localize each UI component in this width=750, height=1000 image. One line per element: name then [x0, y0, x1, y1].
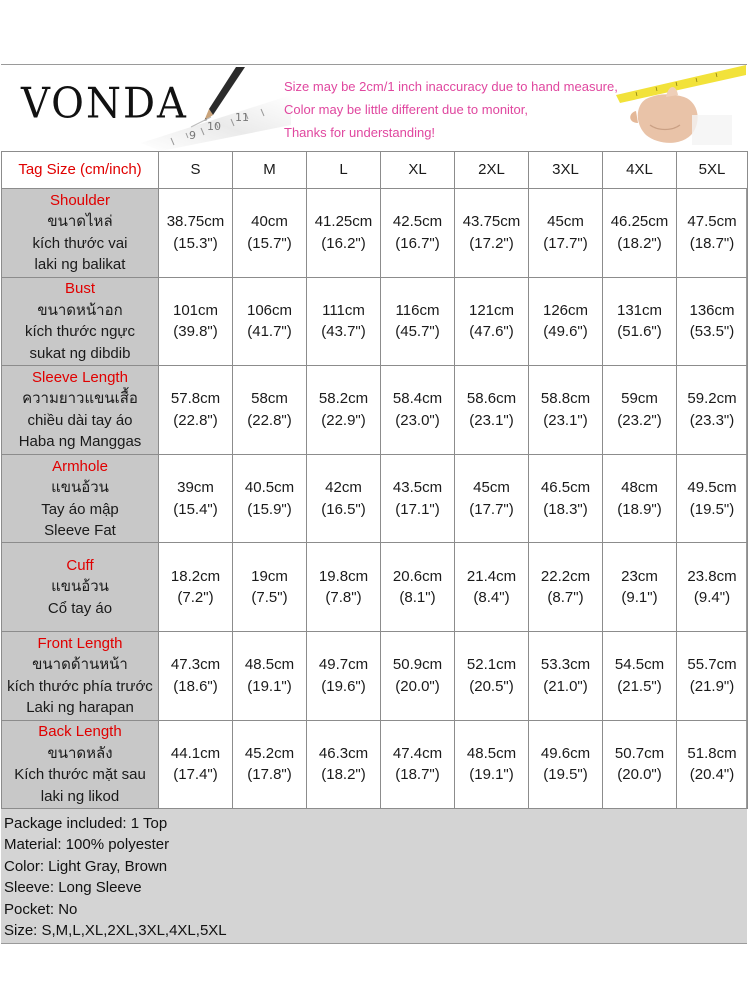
measurement-translation: laki ng likod	[40, 787, 120, 805]
measurement-translation: ขนาดไหล่	[47, 213, 113, 231]
product-info-box	[1, 808, 747, 943]
value-cm: 59cm	[621, 390, 658, 408]
measurement-label	[2, 631, 159, 720]
value-cm: 20.6cm	[392, 567, 443, 585]
measurement-translation: Cổ tay áo	[47, 599, 113, 617]
value-inch: (18.9")	[617, 500, 662, 518]
note-thanks: Thanks for understanding!	[284, 125, 436, 140]
measurement-cell	[233, 543, 307, 632]
measurement-cell	[159, 454, 233, 543]
value-inch: (23.2")	[617, 411, 662, 429]
value-inch: (18.2")	[321, 766, 366, 784]
value-inch: (17.7")	[543, 234, 588, 252]
value-cm: 121cm	[468, 301, 515, 319]
value-inch: (17.2")	[469, 234, 514, 252]
size-chart-table	[1, 151, 748, 809]
measurement-name: Shoulder	[49, 191, 111, 209]
value-inch: (23.1")	[543, 411, 588, 429]
value-cm: 42.5cm	[392, 213, 443, 231]
measurement-cell	[381, 189, 455, 278]
value-cm: 42cm	[325, 479, 362, 497]
value-inch: (9.1")	[621, 589, 658, 607]
value-inch: (9.4")	[693, 589, 731, 607]
table-row	[2, 366, 748, 455]
info-line: Material: 100% polyester	[4, 836, 170, 854]
measurement-translation: ขนาดหน้าอก	[37, 301, 123, 319]
value-inch: (23.1")	[469, 411, 514, 429]
measurement-cell	[159, 631, 233, 720]
value-cm: 52.1cm	[466, 656, 517, 674]
size-header-s: S	[159, 152, 233, 189]
value-inch: (19.1")	[247, 677, 292, 695]
measurement-translation: Sleeve Fat	[44, 522, 116, 540]
value-inch: (23.3")	[689, 411, 735, 429]
table-row	[2, 720, 748, 809]
value-inch: (18.2")	[617, 234, 662, 252]
value-inch: (19.6")	[321, 677, 366, 695]
measurement-translation: แขนอ้วน	[51, 578, 109, 596]
value-inch: (15.7")	[247, 234, 292, 252]
value-cm: 49.6cm	[540, 744, 591, 762]
value-cm: 50.7cm	[614, 744, 665, 762]
measurement-cell	[307, 277, 381, 366]
measurement-cell	[159, 189, 233, 278]
value-inch: (18.7")	[395, 766, 440, 784]
measurement-cell	[307, 189, 381, 278]
size-header-xl: XL	[381, 152, 455, 189]
size-header-3xl: 3XL	[529, 152, 603, 189]
value-cm: 45.2cm	[244, 744, 295, 762]
value-cm: 46.5cm	[540, 479, 591, 497]
value-inch: (22.8")	[173, 411, 218, 429]
ruler-number-9: 9	[189, 129, 196, 142]
measurement-cell	[159, 277, 233, 366]
measurement-cell	[307, 631, 381, 720]
size-header-4xl: 4XL	[603, 152, 677, 189]
table-row	[2, 277, 748, 366]
measurement-cell	[307, 543, 381, 632]
value-cm: 47.5cm	[687, 213, 737, 231]
info-line: Sleeve: Long Sleeve	[4, 879, 142, 897]
value-inch: (47.6")	[469, 323, 514, 341]
value-inch: (17.4")	[173, 766, 218, 784]
value-cm: 101cm	[172, 301, 219, 319]
measurement-label	[2, 189, 159, 278]
measurement-cell	[159, 543, 233, 632]
value-inch: (49.6")	[543, 323, 588, 341]
measurement-cell	[529, 277, 603, 366]
value-cm: 106cm	[246, 301, 293, 319]
value-cm: 136cm	[689, 301, 735, 319]
value-inch: (7.8")	[325, 589, 362, 607]
measurement-cell	[677, 543, 748, 632]
value-inch: (8.1")	[399, 589, 436, 607]
measurement-cell	[307, 366, 381, 455]
measurement-cell	[455, 631, 529, 720]
measurement-cell	[677, 189, 748, 278]
value-inch: (19.5")	[543, 766, 588, 784]
value-inch: (22.8")	[247, 411, 292, 429]
value-cm: 48.5cm	[466, 744, 517, 762]
measurement-cell	[233, 454, 307, 543]
size-header-l: L	[307, 152, 381, 189]
measurement-translation: Kích thước mặt sau	[14, 766, 146, 784]
value-inch: (22.9")	[321, 411, 366, 429]
header-banner	[1, 65, 747, 151]
value-cm: 126cm	[542, 301, 589, 319]
value-inch: (8.7")	[547, 589, 584, 607]
value-inch: (18.7")	[689, 234, 735, 252]
value-cm: 49.5cm	[687, 479, 737, 497]
value-cm: 48.5cm	[244, 656, 295, 674]
measurement-translation: kích thước phía trước	[7, 677, 153, 695]
measurement-cell	[529, 720, 603, 809]
measurement-translation: Laki ng harapan	[26, 699, 134, 717]
value-cm: 43.75cm	[462, 213, 521, 231]
table-row	[2, 543, 748, 632]
measurement-translation: kích thước vai	[32, 234, 128, 252]
size-header-m: M	[233, 152, 307, 189]
value-inch: (20.4")	[689, 766, 735, 784]
value-cm: 41.25cm	[314, 213, 373, 231]
measurement-cell	[603, 543, 677, 632]
value-inch: (17.7")	[469, 500, 514, 518]
measurement-translation: แขนอ้วน	[51, 479, 109, 497]
value-cm: 50.9cm	[392, 656, 443, 674]
measurement-cell	[455, 366, 529, 455]
value-cm: 58.2cm	[318, 390, 369, 408]
measurement-cell	[233, 631, 307, 720]
measurement-translation: chiều dài tay áo	[27, 411, 133, 429]
value-inch: (21.9")	[689, 677, 735, 695]
value-inch: (18.3")	[543, 500, 588, 518]
value-cm: 48cm	[621, 479, 658, 497]
measurement-cell	[233, 189, 307, 278]
measurement-name: Cuff	[66, 556, 94, 574]
value-cm: 23cm	[621, 567, 658, 585]
measurement-cell	[603, 189, 677, 278]
value-cm: 57.8cm	[170, 390, 221, 408]
size-header-5xl: 5XL	[677, 152, 748, 189]
ruler-number-11: 11	[235, 111, 249, 124]
measurement-notes	[284, 75, 618, 144]
value-cm: 49.7cm	[318, 656, 369, 674]
value-cm: 46.3cm	[318, 744, 369, 762]
info-line: Size: S,M,L,XL,2XL,3XL,4XL,5XL	[4, 922, 227, 940]
measurement-translation: ความยาวแขนเสื้อ	[22, 390, 138, 408]
measurement-cell	[529, 454, 603, 543]
value-cm: 19cm	[251, 567, 288, 585]
measurement-translation: Haba ng Manggas	[18, 433, 142, 451]
table-row	[2, 189, 748, 278]
value-inch: (51.6")	[617, 323, 662, 341]
table-row	[2, 454, 748, 543]
value-cm: 23.8cm	[687, 567, 737, 585]
measurement-cell	[677, 277, 748, 366]
value-cm: 43.5cm	[392, 479, 443, 497]
measurement-cell	[381, 454, 455, 543]
value-inch: (43.7")	[321, 323, 366, 341]
value-cm: 40cm	[251, 213, 288, 231]
value-inch: (16.5")	[321, 500, 366, 518]
measurement-cell	[677, 631, 748, 720]
measurement-name: Bust	[64, 280, 95, 298]
measurement-cell	[381, 543, 455, 632]
measurement-cell	[603, 631, 677, 720]
value-inch: (7.5")	[251, 589, 288, 607]
value-cm: 46.25cm	[610, 213, 669, 231]
measurement-translation: ขนาดด้านหน้า	[32, 656, 128, 674]
measurement-cell	[677, 720, 748, 809]
value-cm: 47.3cm	[170, 656, 221, 674]
measurement-name: Back Length	[38, 723, 122, 741]
value-inch: (39.8")	[173, 323, 218, 341]
value-cm: 21.4cm	[466, 567, 517, 585]
info-line: Color: Light Gray, Brown	[4, 857, 168, 875]
value-cm: 55.7cm	[687, 656, 737, 674]
measurement-cell	[455, 277, 529, 366]
measurement-cell	[381, 366, 455, 455]
measurement-label	[2, 543, 159, 632]
measurement-cell	[233, 720, 307, 809]
measurement-cell	[159, 366, 233, 455]
measurement-cell	[455, 720, 529, 809]
value-inch: (16.2")	[321, 234, 366, 252]
value-cm: 116cm	[395, 301, 440, 319]
value-cm: 59.2cm	[687, 390, 737, 408]
value-inch: (20.5")	[469, 677, 514, 695]
value-inch: (16.7")	[395, 234, 440, 252]
measurement-cell	[677, 366, 748, 455]
size-header-row	[2, 152, 748, 189]
pencil-ruler-illustration	[141, 65, 291, 151]
value-inch: (53.5")	[689, 323, 735, 341]
value-cm: 51.8cm	[687, 744, 737, 762]
value-inch: (20.0")	[617, 766, 662, 784]
measurement-cell	[455, 454, 529, 543]
measurement-cell	[529, 631, 603, 720]
note-inaccuracy: Size may be 2cm/1 inch inaccuracy due to hand measure,	[284, 79, 618, 94]
value-inch: (23.0")	[395, 411, 440, 429]
value-inch: (17.8")	[247, 766, 292, 784]
value-cm: 58.8cm	[540, 390, 591, 408]
value-inch: (20.0")	[395, 677, 440, 695]
measurement-cell	[381, 277, 455, 366]
measurement-cell	[233, 366, 307, 455]
value-cm: 22.2cm	[540, 567, 591, 585]
measurement-cell	[529, 189, 603, 278]
measurement-cell	[307, 720, 381, 809]
value-cm: 58.4cm	[392, 390, 443, 408]
value-cm: 45cm	[547, 213, 584, 231]
value-inch: (19.1")	[469, 766, 514, 784]
info-line: Pocket: No	[4, 900, 78, 918]
value-inch: (7.2")	[177, 589, 214, 607]
info-line: Package included: 1 Top	[4, 815, 168, 832]
value-inch: (8.4")	[473, 589, 510, 607]
value-cm: 18.2cm	[170, 567, 221, 585]
measurement-label	[2, 366, 159, 455]
value-inch: (18.6")	[173, 677, 218, 695]
value-cm: 54.5cm	[614, 656, 665, 674]
measurement-cell	[603, 277, 677, 366]
value-cm: 40.5cm	[244, 479, 295, 497]
measurement-translation: kích thước ngực	[25, 323, 135, 341]
measurement-cell	[381, 720, 455, 809]
measurement-translation: sukat ng dibdib	[29, 344, 131, 362]
value-cm: 19.8cm	[318, 567, 369, 585]
size-header-2xl: 2XL	[455, 152, 529, 189]
measurement-translation: laki ng balikat	[34, 256, 126, 274]
measurement-cell	[455, 189, 529, 278]
table-row	[2, 631, 748, 720]
value-inch: (15.3")	[173, 234, 218, 252]
measurement-cell	[529, 366, 603, 455]
measurement-name: Front Length	[37, 634, 123, 652]
measurement-cell	[603, 720, 677, 809]
measurement-cell	[455, 543, 529, 632]
measurement-label	[2, 720, 159, 809]
value-inch: (21.5")	[617, 677, 662, 695]
value-cm: 58.6cm	[466, 390, 517, 408]
measurement-cell	[603, 366, 677, 455]
measurement-name: Armhole	[52, 457, 108, 475]
measurement-cell	[381, 631, 455, 720]
tape-measure-hand-illustration	[606, 65, 746, 151]
measurement-cell	[677, 454, 748, 543]
value-inch: (15.9")	[247, 500, 292, 518]
value-cm: 58cm	[251, 390, 288, 408]
brand-logo: VONDA	[21, 79, 188, 129]
value-inch: (21.0")	[543, 677, 588, 695]
value-inch: (45.7")	[395, 323, 440, 341]
value-inch: (17.1")	[395, 500, 440, 518]
measurement-cell	[159, 720, 233, 809]
measurement-translation: Tay áo mập	[41, 500, 119, 518]
value-inch: (41.7")	[247, 323, 292, 341]
measurement-cell	[529, 543, 603, 632]
measurement-translation: ขนาดหลัง	[47, 744, 113, 762]
value-inch: (15.4")	[173, 500, 218, 518]
value-cm: 131cm	[616, 301, 663, 319]
value-cm: 111cm	[322, 301, 365, 319]
value-inch: (19.5")	[689, 500, 735, 518]
measurement-name: Sleeve Length	[32, 368, 128, 386]
tag-size-header: Tag Size (cm/inch)	[2, 152, 159, 189]
value-cm: 44.1cm	[170, 744, 221, 762]
measurement-cell	[307, 454, 381, 543]
value-cm: 53.3cm	[540, 656, 591, 674]
measurement-cell	[233, 277, 307, 366]
ruler-number-10: 10	[207, 120, 221, 133]
measurement-label	[2, 454, 159, 543]
measurement-label	[2, 277, 159, 366]
value-cm: 47.4cm	[392, 744, 443, 762]
note-color: Color may be little different due to monitor,	[284, 102, 528, 117]
value-cm: 45cm	[473, 479, 510, 497]
measurement-cell	[603, 454, 677, 543]
value-cm: 39cm	[177, 479, 214, 497]
value-cm: 38.75cm	[166, 213, 225, 231]
